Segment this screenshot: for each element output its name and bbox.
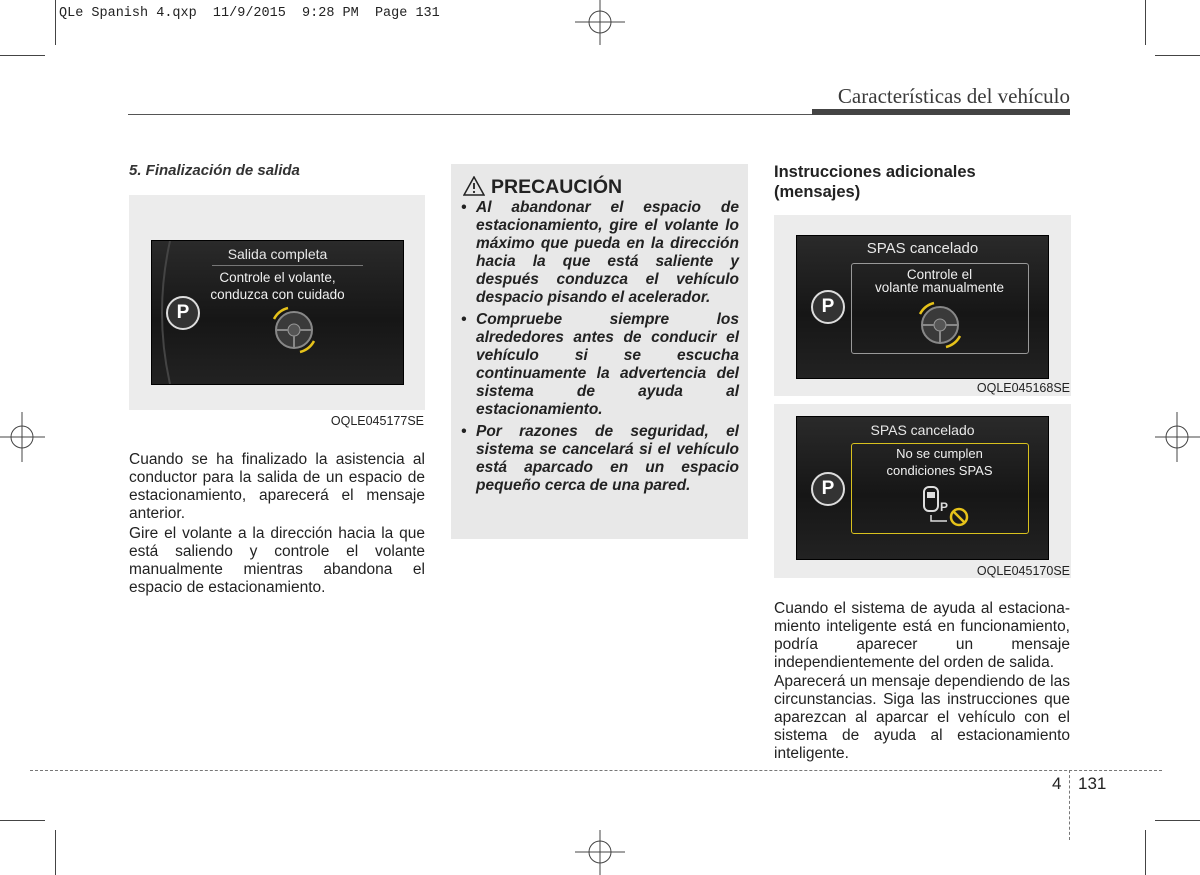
bullet: • [461,311,467,328]
steering-wheel-icon [264,305,324,355]
screen-title: Salida completa [227,246,328,262]
caution-item-text: Por razones de seguridad, el sistema se cancelará si el vehículo está aparcado en un espacio pequeño cerca de una pared. [476,423,739,494]
warning-triangle-icon [463,176,485,196]
figure-spas-canceled-1 [774,215,1071,396]
left-paragraph-2: Gire el volante a la dirección hacia la que está saliendo y controle el volante manualmente mientras abandona el espacio de estacionamiento. [129,525,425,596]
caution-item-text: Compruebe siempre los alrededores antes de conducir el vehículo si se escucha continuamente la advertencia del sistema de ayuda al estacionamiento. [476,311,739,418]
printer-slug: QLe Spanish 4.qxp 11/9/2015 9:28 PM Page 131 [59,6,440,21]
screen-message-line1: No se cumplen [896,446,983,461]
figure-caption: OQLE045170SE [976,564,1070,578]
cluster-screen [796,416,1049,560]
screen-divider [212,265,363,266]
screen-message-line1: Controle el volante, [219,270,336,285]
caution-title: PRECAUCIÓN [491,176,623,198]
chapter-number: 4 [1052,774,1062,793]
parking-badge: P [166,296,200,330]
steering-wheel-icon [910,300,970,350]
screen-title: SPAS cancelado [866,240,979,257]
figure-caption: OQLE045177SE [330,414,424,428]
caution-item-text: Al abandonar el espacio de estacionamiento, gire el volante lo máximo que pueda en la dirección hacia la que está saliente y después conduzca el vehículo despacio pisando el acelerador. [476,199,739,306]
left-heading: 5. Finalización de salida [129,162,300,179]
left-paragraph-1: Cuando se ha finalizado la asistencia al conductor para la salida de un espacio de estacionamiento, aparecerá el mensaje anterior. [129,451,425,522]
figure-caption: OQLE045168SE [976,381,1070,395]
section-title: Características del vehículo [837,84,1070,108]
page-number: 131 [1078,774,1107,793]
registration-mark-top [575,0,625,45]
bullet: • [461,423,467,440]
cluster-screen [151,240,404,385]
registration-mark-bottom [575,830,625,875]
car-no-space-icon [921,485,971,529]
registration-mark-left [0,412,45,462]
caution-item [461,199,739,307]
screen-message-line2: conduzca con cuidado [210,287,345,302]
cluster-screen [796,235,1049,379]
svg-text:P: P [940,500,949,514]
screen-message-line2: volante manualmente [874,280,1005,295]
registration-mark-right [1155,412,1200,462]
right-paragraph-2: Aparecerá un mensaje dependiendo de las circunstancias. Siga las instrucciones que aparezcan al aparcar el vehículo con el sistema de ayuda al estacionamiento inteligente. [774,673,1070,762]
screen-message-line2: condiciones SPAS [886,463,993,478]
screen-title: SPAS cancelado [870,422,975,438]
figure-spas-canceled-2 [774,404,1071,578]
caution-item [461,311,739,419]
cluster-arc-decoration [152,241,172,384]
footer-rule [30,770,1162,771]
parking-badge: P [811,290,845,324]
parking-badge: P [811,472,845,506]
bullet: • [461,199,467,216]
footer-separator [1069,770,1070,840]
right-heading: Instrucciones adicionales (mensajes) [774,163,976,201]
screen-message-line1: Controle el [906,267,973,282]
caution-list [461,199,739,499]
caution-item [461,423,739,495]
header-rule-accent [812,109,1070,115]
right-paragraph-1: Cuando el sistema de ayuda al estaciona- miento inteligente está en funcionamiento, podría aparecer un mensaje independientemente del orden de salida. [774,600,1070,671]
figure-exit-complete [129,195,425,428]
